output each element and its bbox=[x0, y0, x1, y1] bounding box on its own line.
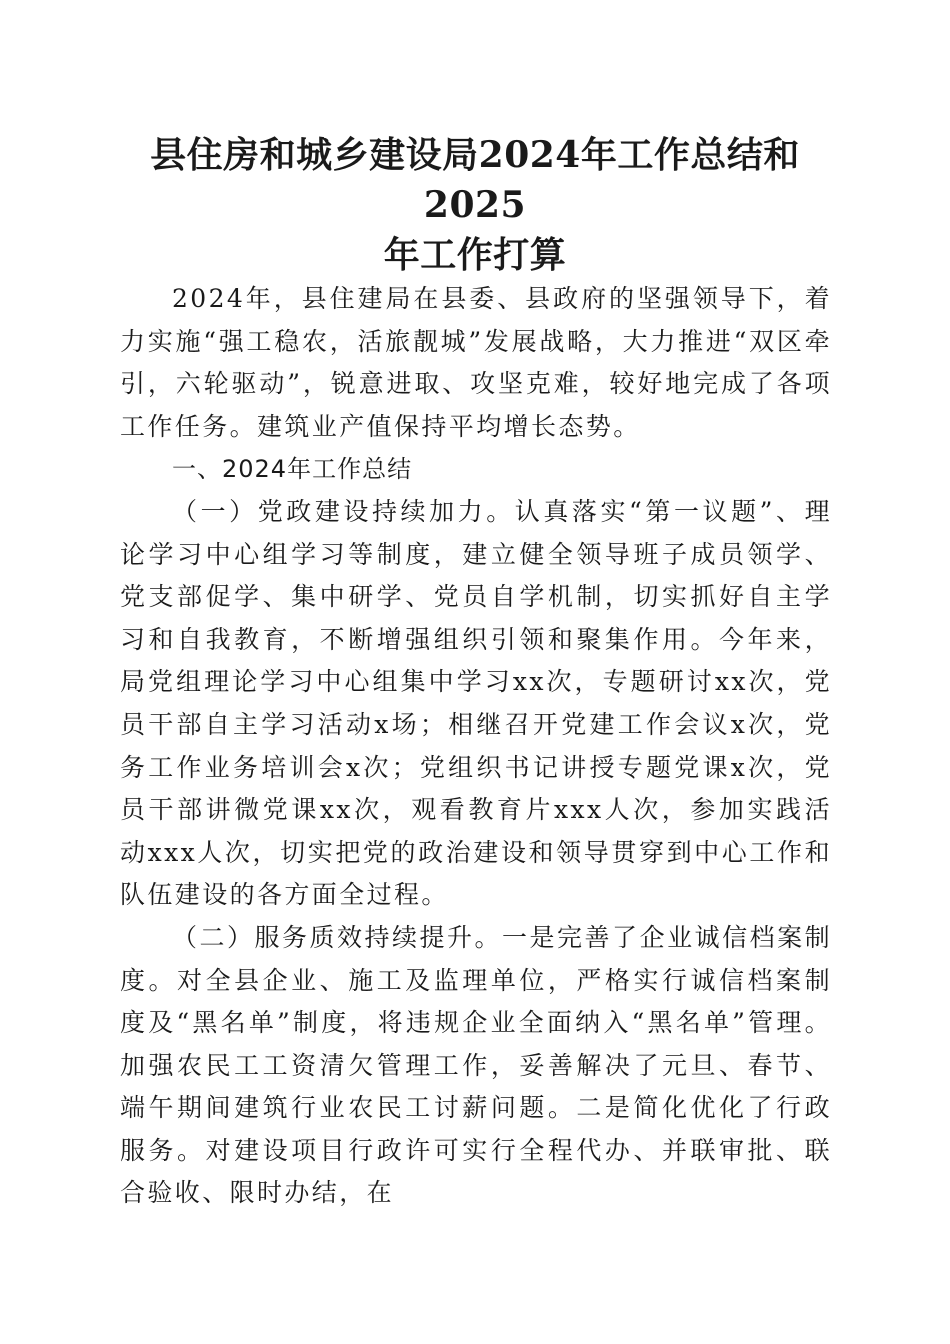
document-title bbox=[100, 130, 850, 280]
intro-paragraph: 2024年，县住建局在县委、县政府的坚强领导下，着力实施“强工稳农，活旅靓城”发展战略，大力推进“双区牵引，六轮驱动”，锐意进取、攻坚克难，较好地完成了各项工作任务。建筑业产值保持平均增长态势。 bbox=[120, 284, 832, 441]
subsection-1-body: 认真落实“第一议题”、理论学习中心组学习等制度，建立健全领导班子成员领学、党支部促学、集中研学、党员自学机制，切实抓好自主学习和自我教育，不断增强组织引领和聚集作用。今年来，局党组理论学习中心组集中学习xx次，专题研讨xx次，党员干部自主学习活动x场；相继召开党建工作会议x次，党务工作业务培训会x次；党组织书记讲授专题党课x次，党员干部讲微党课xx次，观看教育片xxx人次，参加实践活动xxx人次，切实把党的政治建设和领导贯穿到中心工作和队伍建设的各方面全过程。 bbox=[120, 496, 832, 910]
subsection-2-lead: （二）服务质效持续提升。 bbox=[172, 922, 503, 952]
subsection-1-paragraph bbox=[120, 491, 832, 917]
document-body bbox=[120, 278, 832, 1215]
document-title-line-1: 县住房和城乡建设局2024年工作总结和2025 bbox=[150, 134, 800, 226]
subsection-2-body: 一是完善了企业诚信档案制度。对全县企业、施工及监理单位，严格实行诚信档案制度及“黑名单”制度，将违规企业全面纳入“黑名单”管理。加强农民工工资清欠管理工作，妥善解决了元旦、春节、端午期间建筑行业农民工讨薪问题。二是简化优化了行政服务。对建设项目行政许可实行全程代办、并联审批、联合验收、限时办结，在 bbox=[120, 922, 832, 1208]
document-title-line-2: 年工作打算 bbox=[383, 234, 567, 276]
subsection-1-lead: （一）党政建设持续加力。 bbox=[172, 496, 515, 526]
subsection-2-paragraph bbox=[120, 917, 832, 1215]
section-1-heading: 一、2024年工作总结 bbox=[172, 455, 413, 484]
